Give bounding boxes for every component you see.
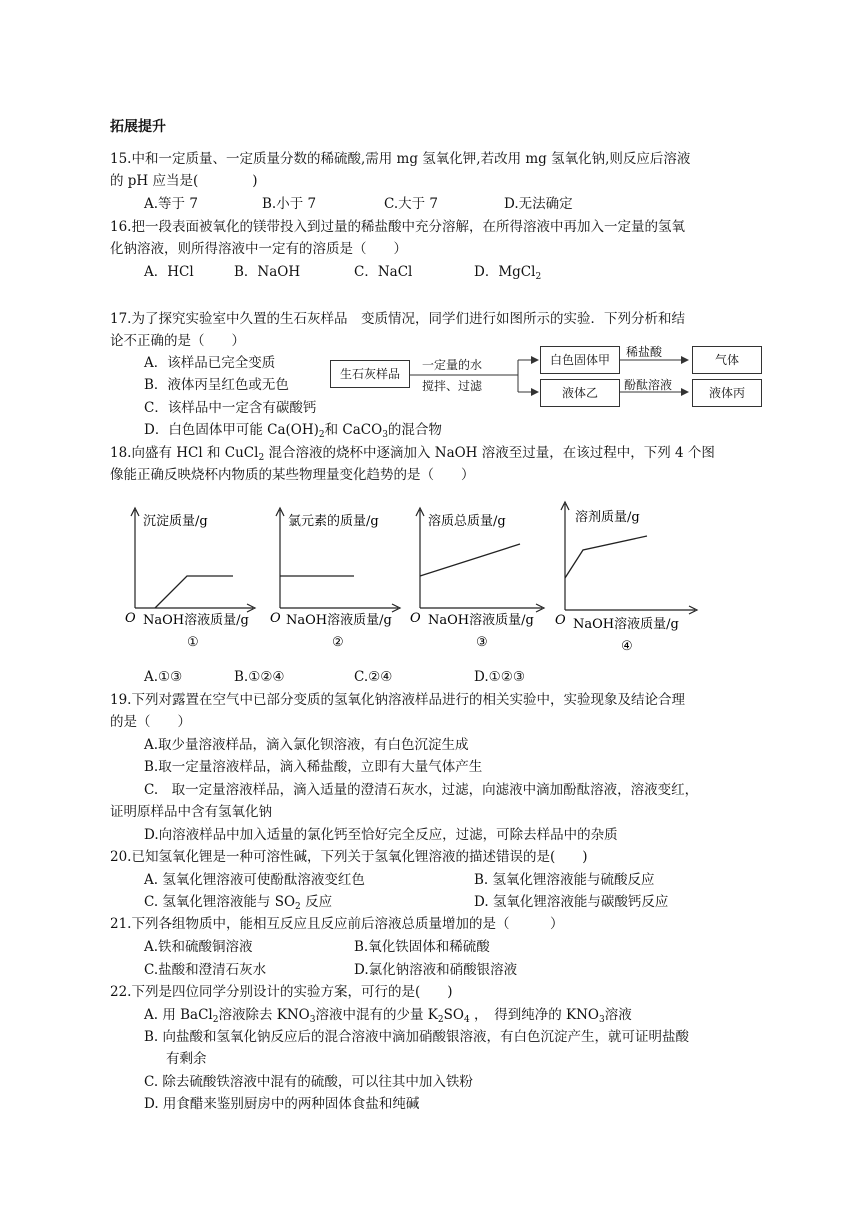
q22-a-s5: 3	[598, 1015, 605, 1025]
q18-stem-line1-post: 混合溶液的烧杯中逐滴加入 NaOH 溶液至过量，在该过程中，下列 4 个图	[264, 445, 715, 461]
q22-option-b-line1: B. 向盐酸和氢氧化钠反应后的混合溶液中滴加硝酸银溶液，有白色沉淀产生，就可证明盐酸	[144, 1029, 690, 1045]
graph-3	[410, 500, 550, 650]
q20-option-d: D. 氢氧化锂溶液能与碳酸钙反应	[474, 894, 669, 910]
graph-3-ylabel: 溶质总质量/g	[428, 514, 506, 529]
q22-option-c: C. 除去硫酸铁溶液中混有的硫酸，可以往其中加入铁粉	[144, 1074, 473, 1090]
flow-box-liquid-c: 液体丙	[692, 379, 762, 407]
q17-option-c: C．该样品中一定含有碳酸钙	[144, 400, 317, 416]
q21-option-a: A.铁和硫酸铜溶液	[144, 939, 253, 955]
q18-option-b: B.①②④	[234, 669, 285, 685]
q22-option-d: D. 用食醋来鉴别厨房中的两种固体食盐和纯碱	[144, 1096, 420, 1112]
q17-option-d-sub2: 3	[382, 430, 388, 440]
graph-2-svg	[270, 500, 405, 650]
q18-stem-line1-pre: 18.向盛有 HCl 和 CuCl	[110, 445, 259, 461]
q22-option-b-line2: 有剩余	[166, 1051, 207, 1067]
q18-stem-line1-sub: 2	[258, 453, 265, 463]
q22-a-s4: 4	[463, 1015, 470, 1025]
graph-3-number: ③	[476, 635, 488, 650]
q15-stem-line1: 15.中和一定质量、一定质量分数的稀硫酸,需用 mg 氢氧化钾,若改用 mg 氢氧化钠,则反应后溶液	[110, 151, 691, 167]
graph-4-svg	[555, 494, 705, 654]
flow-box-sample: 生石灰样品	[330, 360, 410, 388]
q22-a-t3: 溶液中混有的少量 K	[315, 1007, 438, 1023]
flow-box-gas: 气体	[692, 346, 762, 374]
graph-3-svg	[410, 500, 550, 650]
q22-a-t1: A. 用 BaCl	[144, 1007, 213, 1023]
q19-option-d: D.向溶液样品中加入适量的氯化钙至恰好完全反应，过滤，可除去样品中的杂质	[144, 827, 618, 843]
q21-option-d: D.氯化钠溶液和硝酸银溶液	[354, 962, 518, 978]
flow-box-liquid: 液体乙	[540, 379, 620, 407]
q16-option-c: C．NaCl	[354, 264, 413, 280]
q18-option-a: A.①③	[144, 669, 183, 685]
q19-option-c-line2: 证明原样品中含有氢氧化钠	[110, 804, 272, 820]
q17-option-d-sub1: 2	[318, 430, 325, 440]
graph-4	[555, 494, 705, 654]
q22-a-t2: 溶液除去 KNO	[218, 1007, 310, 1023]
graph-1-curve	[155, 576, 233, 608]
q18-option-c: C.②④	[354, 669, 393, 685]
q16-option-b: B．NaOH	[234, 264, 301, 280]
flow-box-solid: 白色固体甲	[540, 346, 620, 374]
graph-3-xlabel: NaOH溶液质量/g	[428, 613, 534, 628]
graph-1-xlabel: NaOH溶液质量/g	[143, 613, 249, 628]
q15-option-c: C.大于 7	[384, 196, 439, 212]
graph-3-curve	[420, 544, 520, 576]
q19-stem-line2: 的是（ ）	[110, 714, 191, 730]
graph-4-curve	[565, 536, 647, 578]
q16-stem-line2: 化钠溶液，则所得溶液中一定有的溶质是（ ）	[110, 241, 407, 257]
experiment-flow-diagram	[330, 342, 770, 412]
q15-option-b: B.小于 7	[262, 196, 317, 212]
q16-option-d	[474, 263, 541, 286]
q16-option-d-sub: 2	[535, 272, 542, 282]
q17-option-b: B．液体丙呈红色或无色	[144, 377, 289, 393]
q17-option-d-mid: 和 CaCO	[324, 422, 383, 438]
graph-1	[125, 500, 260, 650]
section-title: 拓展提升	[110, 119, 166, 135]
q18-stem-line2: 像能正确反映烧杯内物质的某些物理量变化趋势的是（ ）	[110, 467, 475, 483]
q15-option-a: A.等于 7	[144, 196, 198, 212]
q17-option-d-pre: D．白色固体甲可能 Ca(OH)	[144, 422, 319, 438]
q22-a-s2: 3	[309, 1015, 316, 1025]
q16-option-d-text: D．MgCl	[474, 264, 536, 280]
q19-option-c-line1: C. 取一定量溶液样品，滴入适量的澄清石灰水，过滤，向滤液中滴加酚酞溶液，溶液变红，	[144, 782, 699, 798]
graph-2-number: ②	[332, 635, 344, 650]
q18-stem-line1	[110, 444, 715, 467]
graph-2-origin: O	[270, 611, 281, 626]
flow-label-water: 一定量的水	[422, 358, 483, 372]
graph-2-ylabel: 氯元素的质量/g	[288, 514, 379, 529]
q19-stem-line1: 19.下列对露置在空气中已部分变质的氢氧化钠溶液样品进行的相关实验中，实验现象及结论合理	[110, 692, 685, 708]
graph-4-ylabel: 溶剂质量/g	[575, 510, 640, 525]
q22-a-s3: 2	[437, 1015, 444, 1025]
q15-option-d: D.无法确定	[504, 196, 573, 212]
q17-option-a: A．该样品已完全变质	[144, 355, 276, 371]
graph-1-origin: O	[125, 611, 136, 626]
q21-option-c: C.盐酸和澄清石灰水	[144, 962, 267, 978]
q19-option-a: A.取少量溶液样品，滴入氯化钡溶液，有白色沉淀生成	[144, 737, 469, 753]
q21-stem: 21.下列各组物质中，能相互反应且反应前后溶液总质量增加的是（ ）	[110, 916, 564, 932]
q20-option-c-post: 反应	[300, 894, 333, 910]
q20-option-c-sub: 2	[295, 902, 301, 912]
graph-4-number: ④	[621, 639, 633, 654]
q16-option-a: A．HCl	[144, 264, 194, 280]
q17-option-d-post: 的混合物	[387, 422, 442, 438]
q20-stem: 20.已知氢氧化锂是一种可溶性碱，下列关于氢氧化锂溶液的描述错误的是( )	[110, 849, 588, 865]
q15-stem-line2: 的 pH 应当是( )	[110, 173, 258, 189]
q22-stem: 22.下列是四位同学分别设计的实验方案，可行的是( )	[110, 984, 453, 1000]
q20-option-c-pre: C. 氢氧化锂溶液能与 SO	[144, 894, 296, 910]
graph-4-xlabel: NaOH溶液质量/g	[573, 617, 679, 632]
graph-2-xlabel: NaOH溶液质量/g	[286, 613, 392, 628]
q22-a-s1: 2	[212, 1015, 219, 1025]
graph-1-number: ①	[187, 635, 199, 650]
q21-option-b: B.氧化铁固体和稀硫酸	[354, 939, 490, 955]
q20-option-b: B. 氢氧化锂溶液能与硫酸反应	[474, 872, 655, 888]
graph-3-origin: O	[410, 611, 421, 626]
flow-label-indicator: 酚酞溶液	[624, 378, 673, 392]
flow-label-acid: 稀盐酸	[626, 345, 663, 359]
q22-a-t6: 溶液	[604, 1007, 632, 1023]
q22-a-t4: SO	[443, 1007, 464, 1023]
q17-option-d	[144, 421, 442, 444]
graph-2	[270, 500, 405, 650]
q20-option-a: A. 氢氧化锂溶液可使酚酞溶液变红色	[144, 872, 365, 888]
q17-stem-line1: 17.为了探究实验室中久置的生石灰样品 变质情况，同学们进行如图所示的实验．下列分析和结	[110, 311, 685, 327]
q22-a-t5: ， 得到纯净的 KNO	[469, 1007, 599, 1023]
q22-option-a	[144, 1006, 632, 1029]
q17-stem-line2: 论不正确的是（ ）	[110, 333, 245, 349]
q20-option-c	[144, 893, 332, 916]
graph-1-ylabel: 沉淀质量/g	[143, 514, 208, 529]
q19-option-b: B.取一定量溶液样品，滴入稀盐酸，立即有大量气体产生	[144, 759, 483, 775]
flow-label-stir-filter: 搅拌、过滤	[422, 379, 483, 393]
q18-option-d: D.①②③	[474, 669, 525, 685]
graph-4-origin: O	[555, 613, 566, 628]
q16-stem-line1: 16.把一段表面被氧化的镁带投入到过量的稀盐酸中充分溶解，在所得溶液中再加入一定量的氢氧	[110, 219, 685, 235]
graph-1-svg	[125, 500, 260, 650]
